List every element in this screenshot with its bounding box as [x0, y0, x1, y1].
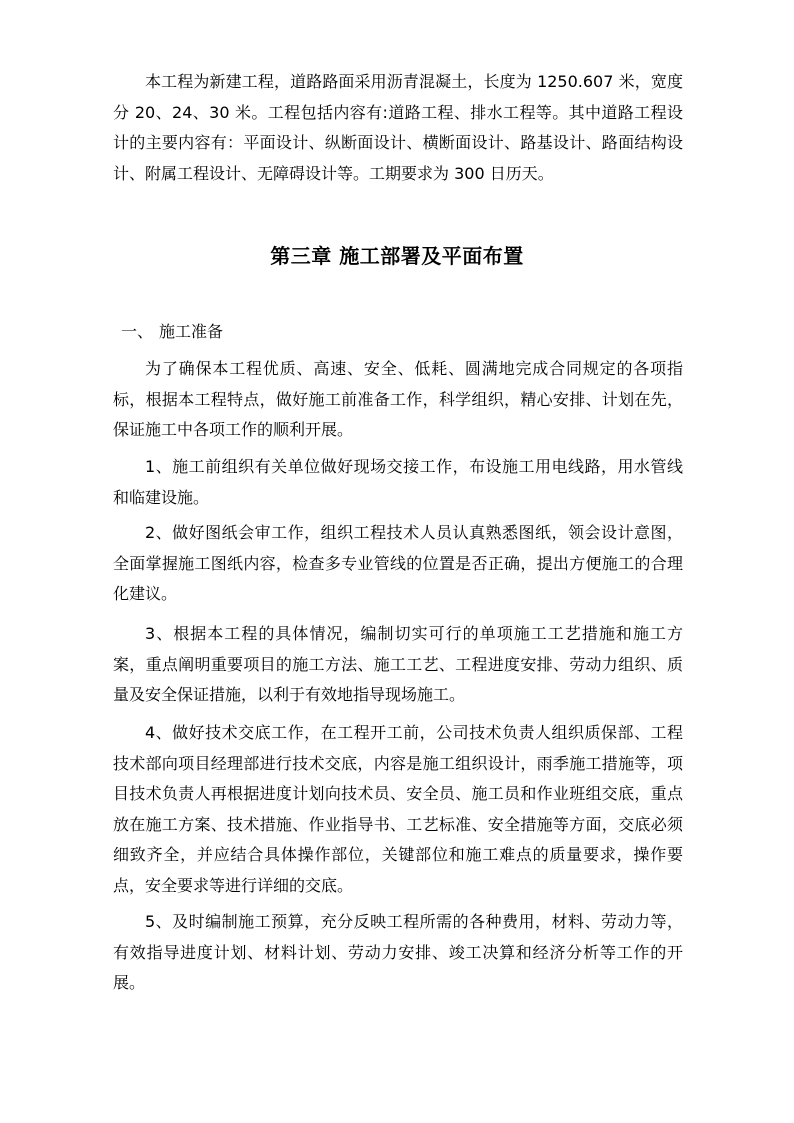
paragraph-item-2: 2、做好图纸会审工作，组织工程技术人员认真熟悉图纸，领会设计意图，全面掌握施工图纸内容，检查多专业管线的位置是否正确，提出方便施工的合理化建议。: [113, 523, 683, 603]
section-title: 施工准备: [159, 322, 224, 341]
paragraph-item-4: 4、做好技术交底工作，在工程开工前，公司技术负责人组织质保部、工程技术部向项目经理部进行技术交底，内容是施工组织设计，雨季施工措施等，项目技术负责人再根据进度计划向技术员、安全员、施工员和作业班组交底，重点放在施工方案、技术措施、作业指导书、工艺标准、安全措施等方面，交底必须细致齐全，并应结合具体操作部位，关键部位和施工难点的质量要求，操作要点，安全要求等进行详细的交底。: [113, 723, 683, 895]
paragraph-item-3: 3、根据本工程的具体情况，编制切实可行的单项施工工艺措施和施工方案，重点阐明重要项目的施工方法、施工工艺、工程进度安排、劳动力组织、质量及安全保证措施，以利于有效地指导现场施工。: [113, 624, 683, 704]
paragraph-item-5: 5、及时编制施工预算，充分反映工程所需的各种费用，材料、劳动力等，有效指导进度计划、材料计划、劳动力安排、竣工决算和经济分析等工作的开展。: [113, 912, 683, 992]
section-heading: [121, 320, 223, 344]
section-number: 一、: [121, 322, 154, 341]
paragraph-preparation-intro: 为了确保本工程优质、高速、安全、低耗、圆满地完成合同规定的各项指标，根据本工程特点，做好施工前准备工作，科学组织，精心安排、计划在先，保证施工中各项工作的顺利开展。: [113, 359, 683, 439]
intro-paragraph: 本工程为新建工程，道路路面采用沥青混凝土，长度为 1250.607 米，宽度分 20、24、30 米。工程包括内容有:道路工程、排水工程等。其中道路工程设计的主要内容有：平面设计、纵断面设计、横断面设计、路基设计、路面结构设计、附属工程设计、无障碍设计等。工期要求为 300 日历天。: [113, 72, 683, 183]
chapter-title: 第三章 施工部署及平面布置: [270, 244, 524, 268]
paragraph-item-1: 1、施工前组织有关单位做好现场交接工作，布设施工用电线路，用水管线和临建设施。: [113, 457, 683, 507]
